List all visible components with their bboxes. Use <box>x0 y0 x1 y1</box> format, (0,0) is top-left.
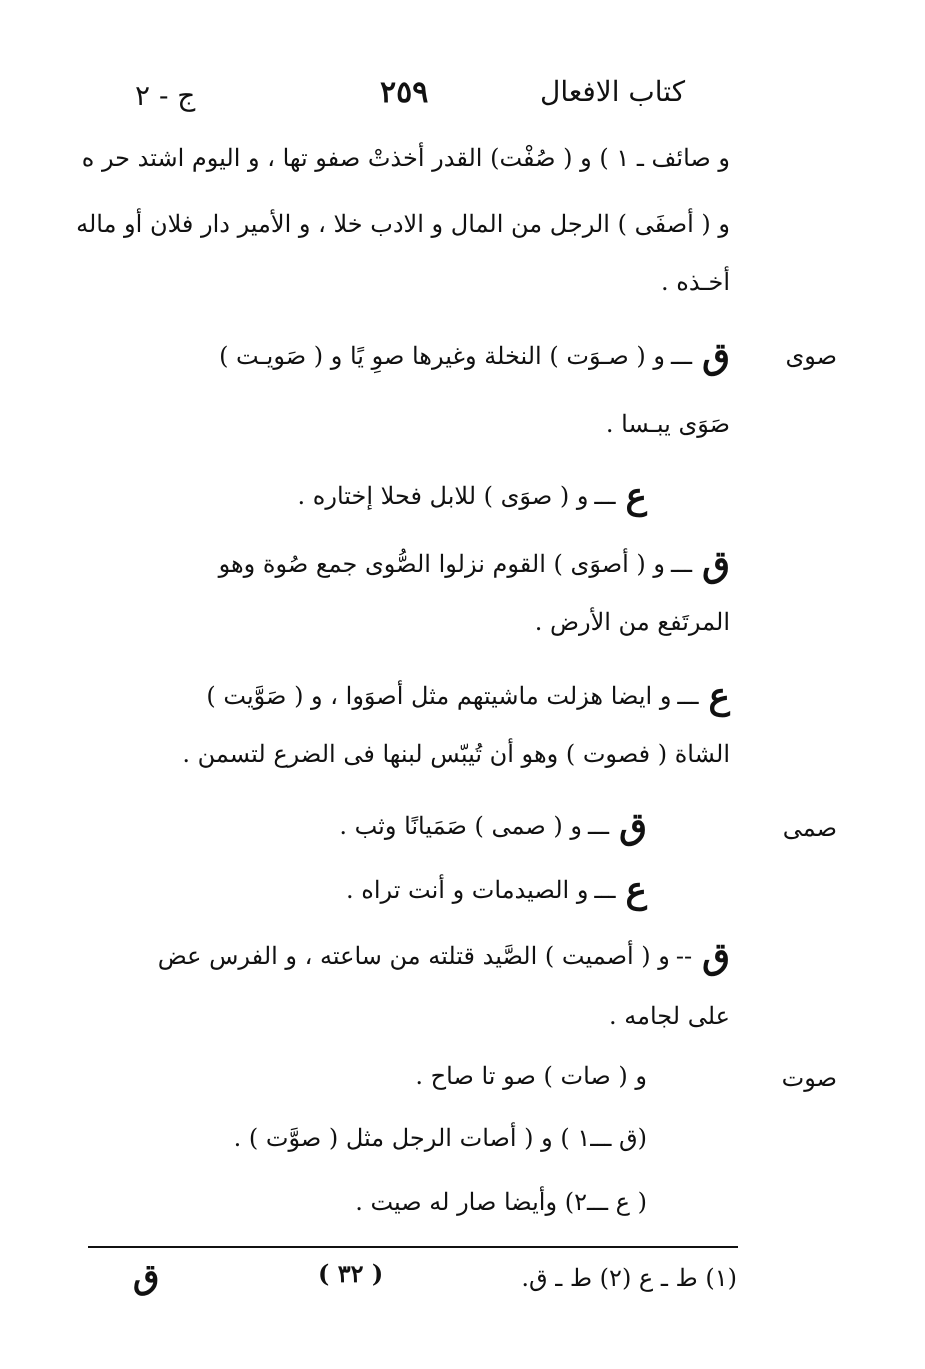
line-dash: ـــ <box>670 550 693 578</box>
text-line <box>219 335 730 377</box>
source-marker: ع <box>625 475 647 517</box>
line-dash: ـــ <box>587 812 610 840</box>
volume-label: ج - ٢ <box>135 79 196 112</box>
line-dash: ـــ <box>670 342 693 370</box>
text-line <box>355 1190 647 1214</box>
line-text: صَوَى يبـسا . <box>605 410 730 438</box>
line-dash: ـــ <box>677 682 699 710</box>
margin-root-word: صوت <box>781 1064 837 1092</box>
page-number: ٢٥٩ <box>380 75 429 110</box>
text-line <box>339 805 647 847</box>
text-line <box>76 212 730 236</box>
line-dash: ـــ <box>594 876 616 904</box>
footnote-rule <box>88 1246 738 1248</box>
text-line <box>345 869 647 911</box>
book-title: كتاب الافعال <box>540 75 686 108</box>
source-marker: ق <box>702 935 730 977</box>
text-line <box>182 742 730 766</box>
text-line <box>82 146 730 170</box>
line-text: على لجامه . <box>609 1002 730 1030</box>
source-marker: ق <box>702 335 730 377</box>
line-dash: -- <box>675 942 693 970</box>
text-line <box>234 1126 647 1150</box>
line-text: و ( أصوَى ) القوم نزلوا الصُّوى جمع صُوة وهو <box>218 550 665 578</box>
source-marker: ع <box>708 675 730 717</box>
text-line <box>535 610 730 634</box>
source-marker: ع <box>625 869 647 911</box>
line-text: و الصيدمات و أنت تراه . <box>345 876 589 904</box>
line-text: و ( صات ) صو تا صاح . <box>415 1062 647 1090</box>
text-line <box>609 1004 730 1028</box>
text-line <box>606 412 730 436</box>
text-line <box>415 1064 647 1088</box>
line-text: و ( صوَى ) للابل فحلا إختاره . <box>297 482 589 510</box>
line-text: الشاة ( فصوت ) وهو أن تُيبّس لبنها فى الضرع لتسمن . <box>182 740 730 768</box>
source-marker: ق <box>702 543 730 585</box>
source-marker: ق <box>619 805 647 847</box>
line-text: و ( أصفَى ) الرجل من المال و الادب خلا ، و الأمير دار فلان أو ماله <box>76 210 730 238</box>
text-line <box>661 270 730 294</box>
line-text: ( ع ـــ٢) وأيضا صار له صيت . <box>355 1188 647 1216</box>
text-line <box>297 475 647 517</box>
line-text: (ق ـــ١ ) و ( أصات الرجل مثل ( صوَّت ) . <box>233 1124 647 1152</box>
text-line <box>218 543 730 585</box>
text-line <box>157 935 730 977</box>
line-text: و ( صـوَت ) النخلة وغيرها صوِ يًا و ( صَويـت ) <box>219 342 665 370</box>
line-text: و ( أصميت ) الصَّيد قتلته من ساعته ، و الفرس عض <box>157 942 670 970</box>
line-dash: ـــ <box>594 482 616 510</box>
margin-root-word: صوى <box>785 342 837 370</box>
signature-letter: ق <box>133 1257 160 1297</box>
line-text: أخـذه . <box>661 268 730 296</box>
line-text: و ايضا هزلت ماشيتهم مثل أصوَوا ، و ( صَوَّيت ) <box>206 682 672 710</box>
line-text: و ( صمى ) صَمَيانًا وثب . <box>339 812 582 840</box>
footnote-text: (١) ط ـ ع (٢) ط ـ ق. <box>521 1264 737 1292</box>
line-text: و صائف ـ ١ ) و ( صُفْت) القدر أخذتْ صفو تها ، و اليوم اشتد حر ه <box>81 144 730 172</box>
margin-root-word: صمى <box>782 814 837 842</box>
text-line <box>206 675 730 717</box>
line-text: المرتَفع من الأرض . <box>534 608 730 636</box>
sheet-number: ( ٣٢ ) <box>318 1259 384 1288</box>
